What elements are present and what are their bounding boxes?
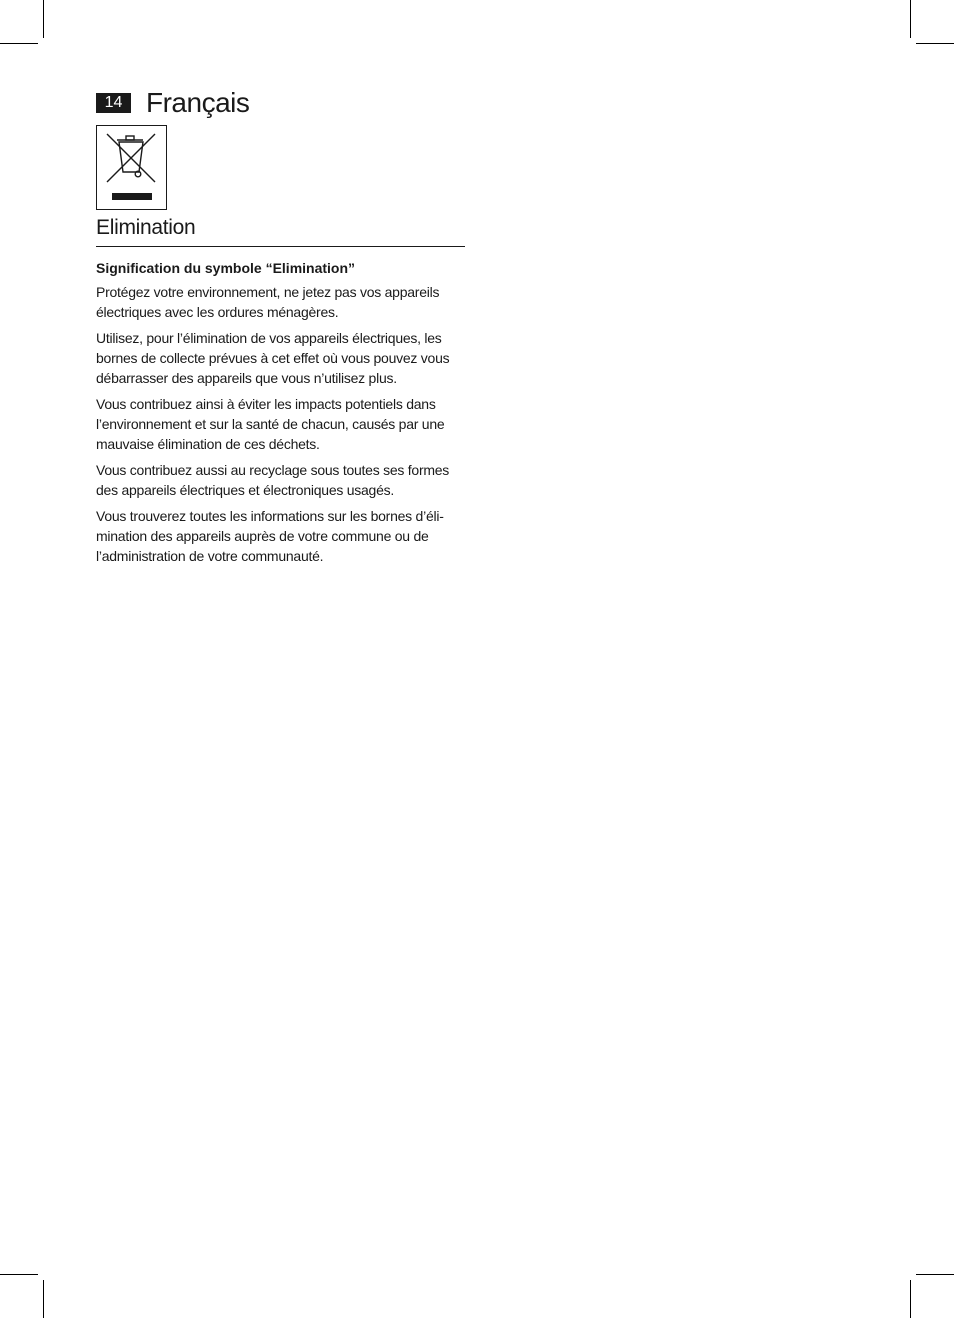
- crop-mark-top-right-horizontal: [916, 43, 954, 44]
- elimination-section: [96, 214, 465, 572]
- paragraph: Vous trouverez toutes les informations sur les bornes d’éli- mination des appareils auprès de votre commune ou de l’administration de votre communauté.: [96, 508, 444, 564]
- crossed-out-wheelie-bin-icon: [97, 126, 165, 208]
- page-title: Français: [146, 87, 250, 118]
- paragraph: Vous contribuez ainsi à éviter les impacts potentiels dans l’environnement et sur la santé de chacun, causés par une mauvaise élimination de ces déchets.: [96, 396, 445, 452]
- weee-symbol-frame: [96, 125, 167, 210]
- crop-mark-bottom-right-horizontal: [916, 1274, 954, 1275]
- crop-mark-bottom-left-vertical: [43, 1280, 44, 1318]
- section-heading: Elimination: [96, 214, 465, 247]
- crop-mark-top-left-vertical: [43, 0, 44, 38]
- paragraph: Protégez votre environnement, ne jetez pas vos appareils électriques avec les ordures ménagères.: [96, 284, 440, 320]
- crop-mark-top-right-vertical: [910, 0, 911, 38]
- page-header: [96, 86, 249, 120]
- paragraph: Utilisez, pour l’élimination de vos appareils électriques, les bornes de collecte prévues à cet effet où vous pouvez vous débarrasser des appareils que vous n’utilisez plus.: [96, 330, 450, 386]
- page-number-badge: 14: [96, 93, 131, 113]
- crop-mark-bottom-right-vertical: [910, 1280, 911, 1318]
- crop-mark-top-left-horizontal: [0, 43, 38, 44]
- section-subheading: Signification du symbole “Elimination”: [96, 260, 356, 276]
- paragraph: Vous contribuez aussi au recyclage sous toutes ses formes des appareils électriques et électroniques usagés.: [96, 462, 450, 498]
- crop-mark-bottom-left-horizontal: [0, 1274, 38, 1275]
